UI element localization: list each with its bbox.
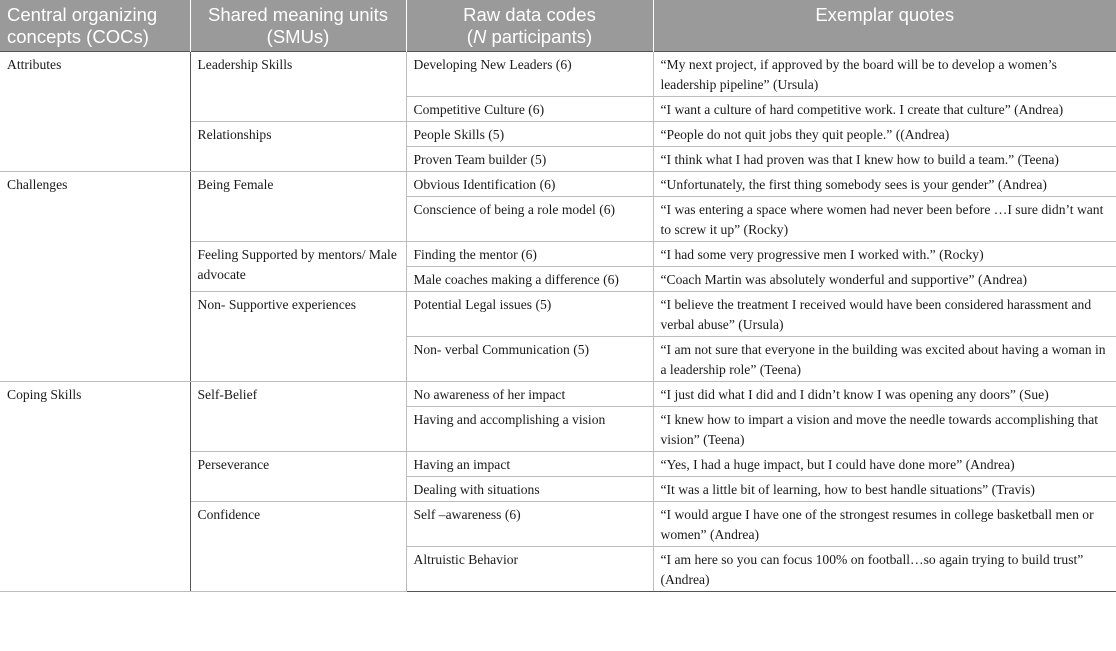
quote-cell: “I am not sure that everyone in the building was excited about having a woman in a leadership role” (Teena) bbox=[653, 337, 1116, 382]
table-row bbox=[0, 52, 1116, 97]
quote-cell: “I think what I had proven was that I knew how to build a team.” (Teena) bbox=[653, 147, 1116, 172]
code-cell: Altruistic Behavior bbox=[406, 547, 653, 592]
header-quotes: Exemplar quotes bbox=[653, 0, 1116, 52]
table-row bbox=[0, 172, 1116, 197]
quote-cell: “I would argue I have one of the strongest resumes in college basketball men or women” (Andrea) bbox=[653, 502, 1116, 547]
quote-cell: “Yes, I had a huge impact, but I could have done more” (Andrea) bbox=[653, 452, 1116, 477]
header-participants: participants) bbox=[486, 26, 593, 47]
code-cell: Non- verbal Communication (5) bbox=[406, 337, 653, 382]
header-n: N bbox=[472, 26, 487, 47]
code-cell: Competitive Culture (6) bbox=[406, 97, 653, 122]
smu-cell: Leadership Skills bbox=[190, 52, 406, 122]
smu-cell: Being Female bbox=[190, 172, 406, 242]
code-cell: Dealing with situations bbox=[406, 477, 653, 502]
header-raw-codes-line1: Raw data codes bbox=[463, 4, 596, 25]
smu-cell: Relationships bbox=[190, 122, 406, 172]
header-smu: Shared meaning units (SMUs) bbox=[190, 0, 406, 52]
table-row bbox=[0, 382, 1116, 407]
quote-cell: “I want a culture of hard competitive work. I create that culture” (Andrea) bbox=[653, 97, 1116, 122]
code-cell: Male coaches making a difference (6) bbox=[406, 267, 653, 292]
quote-cell: “My next project, if approved by the board will be to develop a women’s leadership pipeline” (Ursula) bbox=[653, 52, 1116, 97]
quote-cell: “I just did what I did and I didn’t know I was opening any doors” (Sue) bbox=[653, 382, 1116, 407]
coc-cell: Attributes bbox=[0, 52, 190, 172]
quote-cell: “It was a little bit of learning, how to best handle situations” (Travis) bbox=[653, 477, 1116, 502]
code-cell: People Skills (5) bbox=[406, 122, 653, 147]
smu-cell: Perseverance bbox=[190, 452, 406, 502]
quote-cell: “I knew how to impart a vision and move the needle towards accomplishing that vision” (Teena) bbox=[653, 407, 1116, 452]
code-cell: Having and accomplishing a vision bbox=[406, 407, 653, 452]
smu-cell: Feeling Supported by mentors/ Male advocate bbox=[190, 242, 406, 292]
quote-cell: “I am here so you can focus 100% on football…so again trying to build trust” (Andrea) bbox=[653, 547, 1116, 592]
code-cell: No awareness of her impact bbox=[406, 382, 653, 407]
quote-cell: “People do not quit jobs they quit people.” ((Andrea) bbox=[653, 122, 1116, 147]
smu-cell: Confidence bbox=[190, 502, 406, 592]
code-cell: Proven Team builder (5) bbox=[406, 147, 653, 172]
coc-cell: Coping Skills bbox=[0, 382, 190, 592]
code-cell: Obvious Identification (6) bbox=[406, 172, 653, 197]
code-cell: Self –awareness (6) bbox=[406, 502, 653, 547]
code-cell: Developing New Leaders (6) bbox=[406, 52, 653, 97]
quote-cell: “I had some very progressive men I worked with.” (Rocky) bbox=[653, 242, 1116, 267]
quote-cell: “Unfortunately, the first thing somebody sees is your gender” (Andrea) bbox=[653, 172, 1116, 197]
header-raw-codes bbox=[406, 0, 653, 52]
quote-cell: “I was entering a space where women had never been before …I sure didn’t want to screw it up” (Rocky) bbox=[653, 197, 1116, 242]
header-coc: Central organizing concepts (COCs) bbox=[0, 0, 190, 52]
coc-cell: Challenges bbox=[0, 172, 190, 382]
header-row bbox=[0, 0, 1116, 52]
smu-cell: Non- Supportive experiences bbox=[190, 292, 406, 382]
quote-cell: “I believe the treatment I received would have been considered harassment and verbal abuse” (Ursula) bbox=[653, 292, 1116, 337]
header-raw-codes-line2: (N participants) bbox=[466, 26, 593, 47]
code-cell: Potential Legal issues (5) bbox=[406, 292, 653, 337]
quote-cell: “Coach Martin was absolutely wonderful and supportive” (Andrea) bbox=[653, 267, 1116, 292]
code-cell: Having an impact bbox=[406, 452, 653, 477]
smu-cell: Self-Belief bbox=[190, 382, 406, 452]
code-cell: Finding the mentor (6) bbox=[406, 242, 653, 267]
code-cell: Conscience of being a role model (6) bbox=[406, 197, 653, 242]
